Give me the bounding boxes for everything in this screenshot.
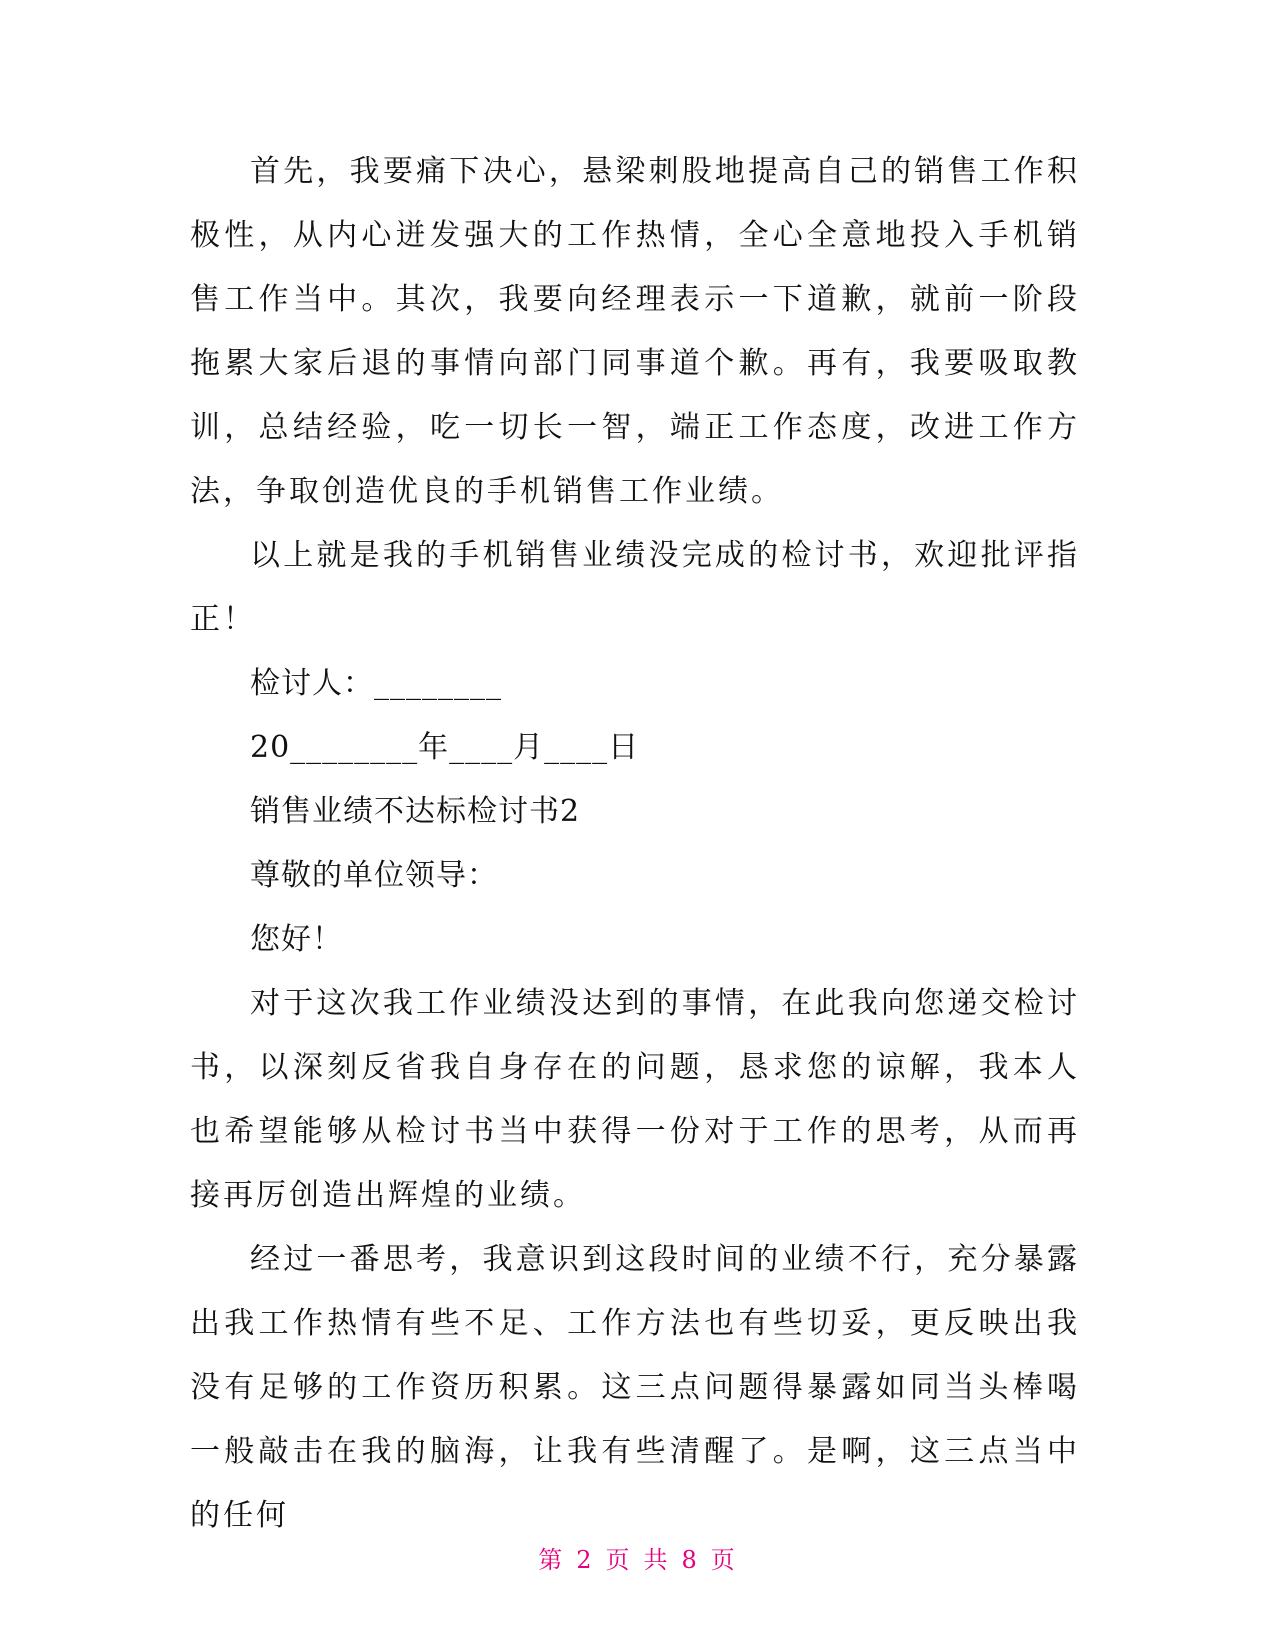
page-number-footer bbox=[0, 1540, 1275, 1575]
footer-current-page: 2 bbox=[576, 1546, 594, 1574]
document-body bbox=[190, 140, 1080, 1548]
paragraph-reflection: 经过一番思考，我意识到这段时间的业绩不行，充分暴露出我工作热情有些不足、工作方法也有些切妥，更反映出我没有足够的工作资历积累。这三点问题得暴露如同当头棒喝一般敲击在我的脑海，让我有些清醒了。是啊，这三点当中的任何 bbox=[190, 1242, 1080, 1533]
footer-total-pages: 8 bbox=[681, 1546, 699, 1574]
footer-label-total: 共 bbox=[643, 1546, 670, 1574]
paragraph-conclusion: 以上就是我的手机销售业绩没完成的检讨书，欢迎批评指正！ bbox=[190, 538, 1080, 637]
signature-line: 检讨人：________ bbox=[250, 666, 502, 701]
salutation: 尊敬的单位领导： bbox=[250, 858, 498, 893]
greeting: 您好！ bbox=[250, 922, 343, 957]
paragraph-apology: 对于这次我工作业绩没达到的事情，在此我向您递交检讨书，以深刻反省我自身存在的问题，恳求您的谅解，我本人也希望能够从检讨书当中获得一份对于工作的思考，从而再接再厉创造出辉煌的业绩。 bbox=[190, 986, 1080, 1213]
date-line: 20________年____月____日 bbox=[250, 730, 640, 765]
section-title: 销售业绩不达标检讨书2 bbox=[250, 794, 581, 829]
footer-label-page: 第 bbox=[538, 1546, 565, 1574]
paragraph-resolution: 首先，我要痛下决心，悬梁刺股地提高自己的销售工作积极性，从内心迸发强大的工作热情，全心全意地投入手机销售工作当中。其次，我要向经理表示一下道歉，就前一阶段拖累大家后退的事情向部门同事道个歉。再有，我要吸取教训，总结经验，吃一切长一智，端正工作态度，改进工作方法，争取创造优良的手机销售工作业绩。 bbox=[190, 154, 1080, 509]
footer-label-page-unit: 页 bbox=[605, 1546, 632, 1574]
footer-label-total-unit: 页 bbox=[710, 1546, 737, 1574]
